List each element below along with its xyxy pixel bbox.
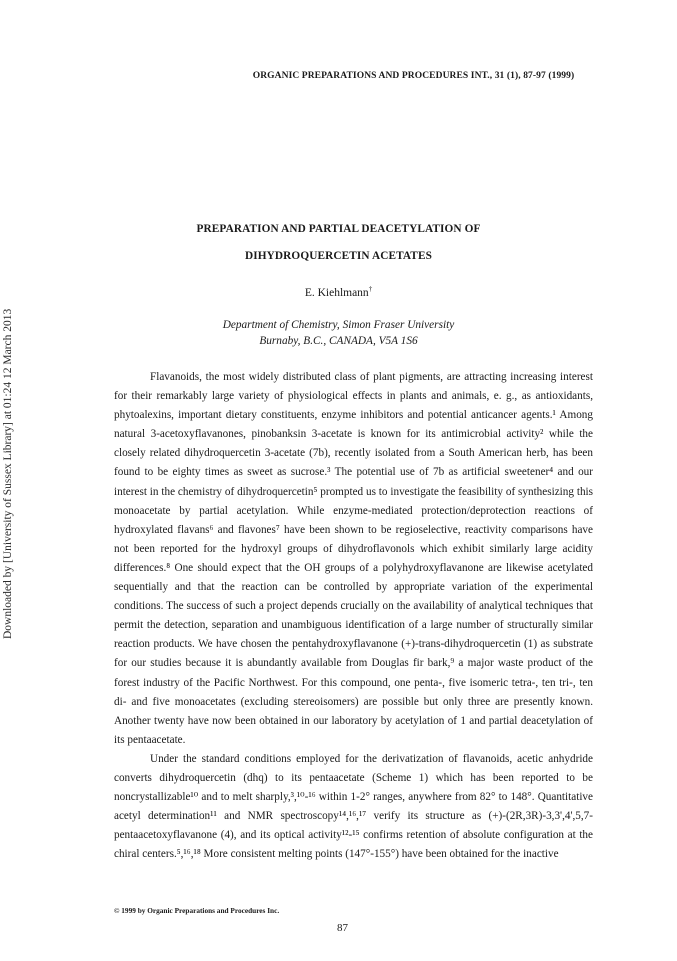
body-paragraph-2: Under the standard conditions employed for the derivatization of flavanoids, acetic anhydride converts dihydroquercetin (dhq) to its pentaacetate (Scheme 1) which has been reported to be noncrystallizable¹⁰ and to melt sharply,³,¹⁰-¹⁶ within 1-2° ranges, anywhere from 82° to 148°. Quantitative acetyl determination¹¹ and NMR spectroscopy¹⁴,¹⁶,¹⁷ verify its structure as (+)-(2R,3R)-3,3',4',5,7-pentaacetoxyflavanone (4), and its optical activity¹²-¹⁵ confirms retention of absolute configuration at the chiral centers.⁵,¹⁶,¹⁸ More consistent melting points (147°-155°) have been obtained for the inactive bbox=[114, 752, 593, 861]
affiliation-line-2: Burnaby, B.C., CANADA, V5A 1S6 bbox=[259, 335, 418, 347]
download-watermark: Downloaded by [University of Sussex Library] at 01:24 12 March 2013 bbox=[2, 308, 14, 640]
page-number: 87 bbox=[337, 922, 348, 934]
affiliation-line-1: Department of Chemistry, Simon Fraser University bbox=[222, 319, 455, 331]
copyright-footnote: © 1999 by Organic Preparations and Procedures Inc. bbox=[114, 906, 280, 915]
running-head: ORGANIC PREPARATIONS AND PROCEDURES INT., 31 (1), 87-97 (1999) bbox=[252, 71, 575, 81]
author-mark: † bbox=[368, 285, 373, 293]
article-title-line-1: PREPARATION AND PARTIAL DEACETYLATION OF bbox=[196, 223, 481, 235]
article-title-line-2: DIHYDROQUERCETIN ACETATES bbox=[245, 250, 432, 262]
body-paragraph-1: Flavanoids, the most widely distributed class of plant pigments, are attracting increasing interest for their remarkably large variety of physiological effects in plants and animals, e. g., as antioxidants, phytoalexins, important dietary constituents, enzyme inhibitors and potential anticancer agents.¹ Among natural 3-acetoxyflavanones, pinobanksin 3-acetate is known for its antimicrobial activity² while the closely related dihydroquercetin 3-acetate (7b), recently isolated from a South American herb, has been found to be eighty times as sweet as sucrose.³ The potential use of 7b as artificial sweetener⁴ and our interest in the chemistry of dihydroquercetin⁵ prompted us to investigate the feasibility of synthesizing this monoacetate by partial acetylation. While enzyme-mediated protection/deprotection reactions of hydroxylated flavans⁶ and flavones⁷ have been shown to be regioselective, reactivity comparisons have not been reported for the hydroxyl groups of dihydroflavonols which exhibit similarly large acidity differences.⁸ One should expect that the OH groups of a polyhydroxyflavanone are likewise acetylated sequentially and that the reaction can be controlled by appropriate variation of the experimental conditions. The success of such a project depends crucially on the availability of analytical techniques that permit the detection, separation and unambiguous identification of a large number of structurally similar reaction products. We have chosen the pentahydroxyflavanone (+)-trans-dihydroquercetin (1) as substrate for our studies because it is abundantly available from Douglas fir bark,⁹ a major waste product of the forest industry of the Pacific Northwest. For this compound, one penta-, five isomeric tetra-, ten tri-, ten di- and five monoacetates (excluding stereoisomers) are possible but only three are presently known. Another twenty have now been obtained in our laboratory by acetylation of 1 and partial deacetylation of its pentaacetate. bbox=[114, 371, 593, 746]
author-name: E. Kiehlmann bbox=[304, 286, 369, 299]
author bbox=[0, 285, 677, 299]
article-body bbox=[114, 368, 593, 864]
